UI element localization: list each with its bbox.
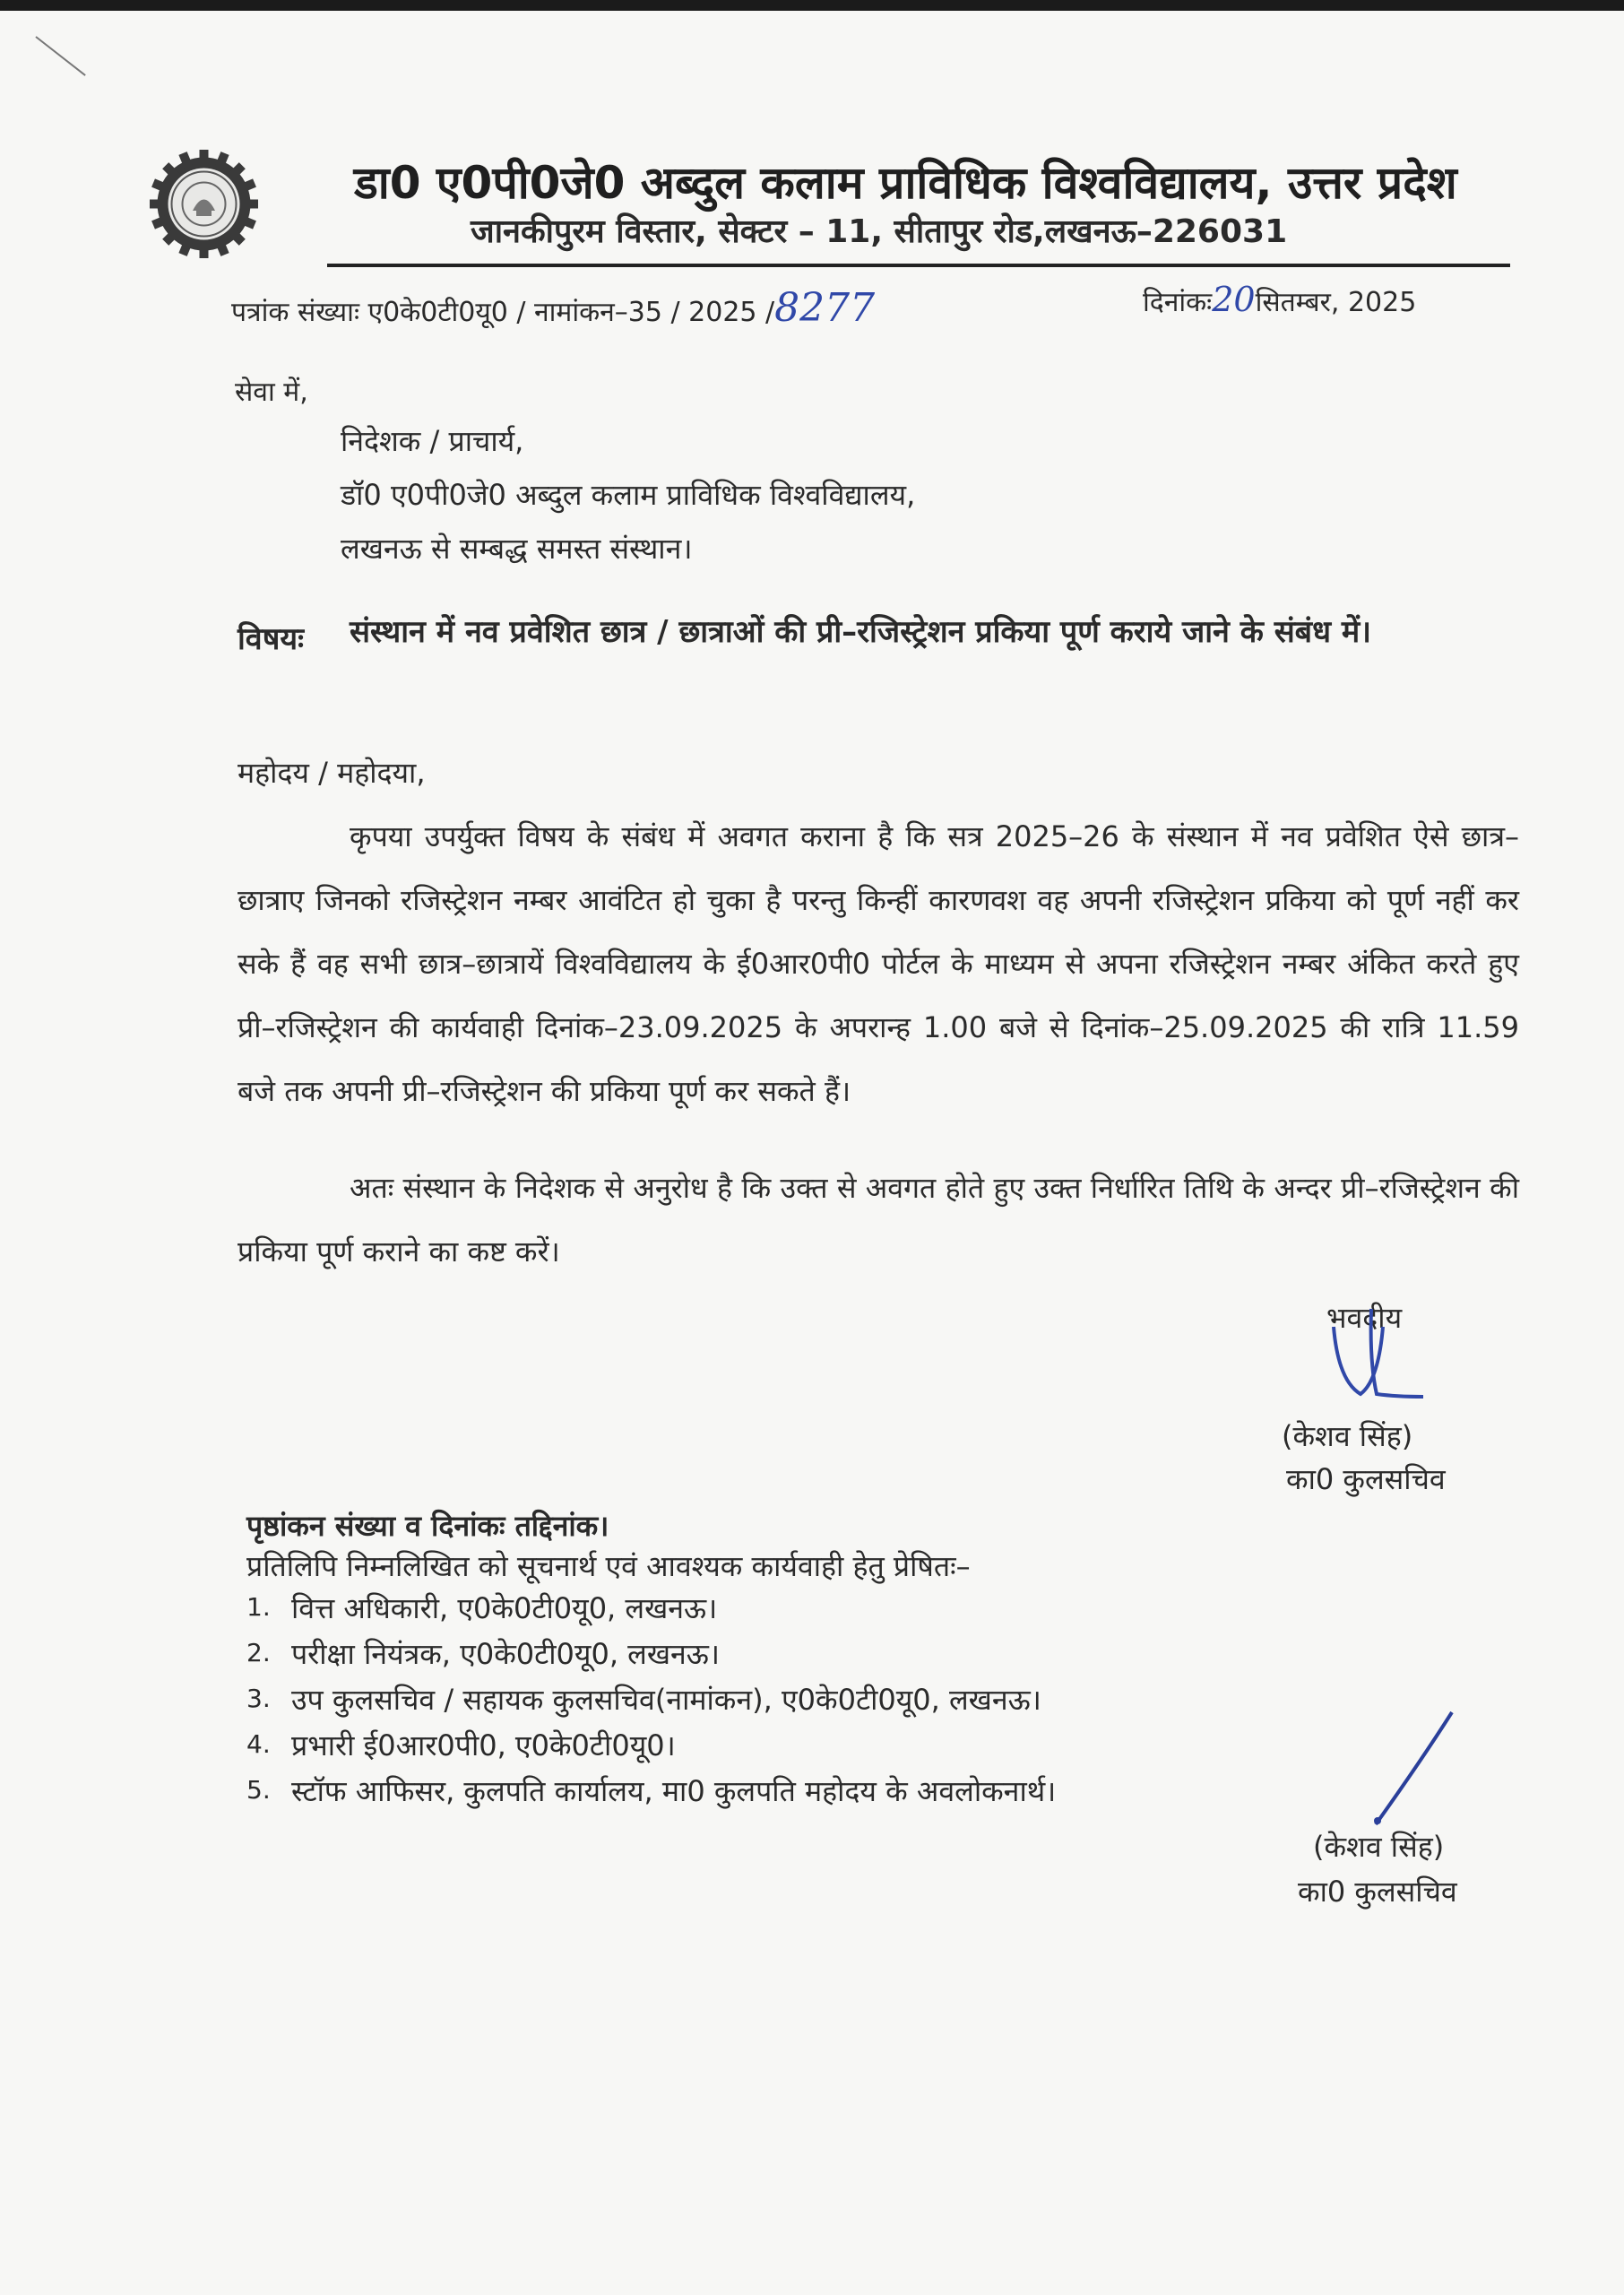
reference-handwritten-number: 8277 (774, 285, 876, 331)
recipient-line: निदेशक / प्राचार्य, (341, 424, 524, 458)
list-item-number: 4. (246, 1729, 271, 1759)
closing-text: भवदीय (1326, 1301, 1403, 1335)
university-address: जानकीपुरम विस्तार, सेक्टर – 11, सीतापुर रोड,लखनऊ–226031 (471, 213, 1288, 250)
endorsement-title: पृष्ठांकन संख्या व दिनांकः तद्दिनांक। (246, 1509, 609, 1543)
date-label: दिनांकः (1143, 287, 1213, 318)
date-handwritten-day: 20 (1212, 280, 1256, 319)
university-logo-icon (148, 148, 260, 260)
subject-label: विषयः (238, 621, 304, 657)
university-name: डा0 ए0पी0जे0 अब्दुल कलाम प्राविधिक विश्वविद्यालय, उत्तर प्रदेश (354, 157, 1457, 209)
list-item-number: 2. (246, 1638, 271, 1667)
list-item (246, 1680, 1056, 1726)
list-item (246, 1771, 1056, 1817)
copy-list (246, 1589, 1056, 1817)
list-item-text: परीक्षा नियंत्रक, ए0के0टी0यू0, लखनऊ। (291, 1637, 721, 1671)
list-item-number: 5. (246, 1775, 271, 1805)
letter-date (1143, 280, 1416, 319)
list-item-text: स्टॉफ आफिसर, कुलपति कार्यालय, मा0 कुलपति महोदय के अवलोकनार्थ। (291, 1774, 1057, 1808)
scan-top-edge (0, 0, 1624, 11)
greeting: महोदय / महोदया, (238, 756, 426, 790)
corner-mark (35, 36, 85, 76)
signatory-name-2: (केशव सिंह) (1313, 1830, 1445, 1864)
list-item-text: प्रभारी ई0आर0पी0, ए0के0टी0यू0। (291, 1728, 676, 1762)
initial-signature-image (1358, 1708, 1465, 1833)
subject-text: संस्थान में नव प्रवेशित छात्र / छात्राओं की प्री–रजिस्ट्रेशन प्रकिया पूर्ण कराये जाने के संबंध में। (350, 614, 1372, 650)
list-item-number: 1. (246, 1592, 271, 1622)
body-paragraph-1: कृपया उपर्युक्त विषय के संबंध में अवगत कराना है कि सत्र 2025–26 के संस्थान में नव प्रवेशित ऐसे छात्र–छात्राए जिनको रजिस्ट्रेशन नम्बर आवंटित हो चुका है परन्तु किन्हीं कारणवश वह अपनी रजिस्ट्रेशन प्रकिया को पूर्ण नहीं कर सके हैं वह सभी छात्र–छात्रायें विश्वविद्यालय के ई0आर0पी0 पोर्टल के माध्यम से अपना रजिस्ट्रेशन नम्बर अंकित करते हुए प्री–रजिस्ट्रेशन की कार्यवाही दिनांक–23.09.2025 के अपरान्ह 1.00 बजे से दिनांक–25.09.2025 की रात्रि 11.59 बजे तक अपनी प्री–रजिस्ट्रेशन की प्रकिया पूर्ण कर सकते हैं। (238, 819, 1519, 1108)
list-item-text: उप कुलसचिव / सहायक कुलसचिव(नामांकन), ए0के0टी0यू0, लखनऊ। (291, 1683, 1041, 1717)
signatory-name: (केशव सिंह) (1282, 1419, 1413, 1453)
recipient-line: डॉ0 ए0पी0जे0 अब्दुल कलाम प्राविधिक विश्वविद्यालय, (341, 478, 916, 512)
list-item (246, 1726, 1056, 1771)
recipient-to: सेवा में, (235, 377, 308, 408)
signatory-designation-2: का0 कुलसचिव (1298, 1875, 1457, 1909)
recipient-line: लखनऊ से सम्बद्ध समस्त संस्थान। (341, 532, 693, 566)
reference-label: पत्रांक संख्याः ए0के0टी0यू0 / नामांकन–35 / 2025 / (231, 297, 775, 328)
list-item-number: 3. (246, 1684, 271, 1713)
list-item-text: वित्त अधिकारी, ए0के0टी0यू0, लखनऊ। (291, 1591, 718, 1625)
signatory-designation: का0 कुलसचिव (1286, 1462, 1446, 1496)
signature-image (1316, 1291, 1441, 1416)
header-divider (327, 264, 1510, 267)
list-item (246, 1634, 1056, 1680)
date-month-year: सितम्बर, 2025 (1255, 287, 1417, 318)
body-paragraph-2: अतः संस्थान के निदेशक से अनुरोध है कि उक्त से अवगत होते हुए उक्त निर्धारित तिथि के अन्दर प्री–रजिस्ट्रेशन की प्रकिया पूर्ण कराने का कष्ट करें। (238, 1171, 1519, 1269)
list-item (246, 1589, 1056, 1634)
reference-number (231, 285, 875, 331)
endorsement-intro: प्रतिलिपि निम्नलिखित को सूचनार्थ एवं आवश्यक कार्यवाही हेतु प्रेषितः– (246, 1549, 971, 1583)
